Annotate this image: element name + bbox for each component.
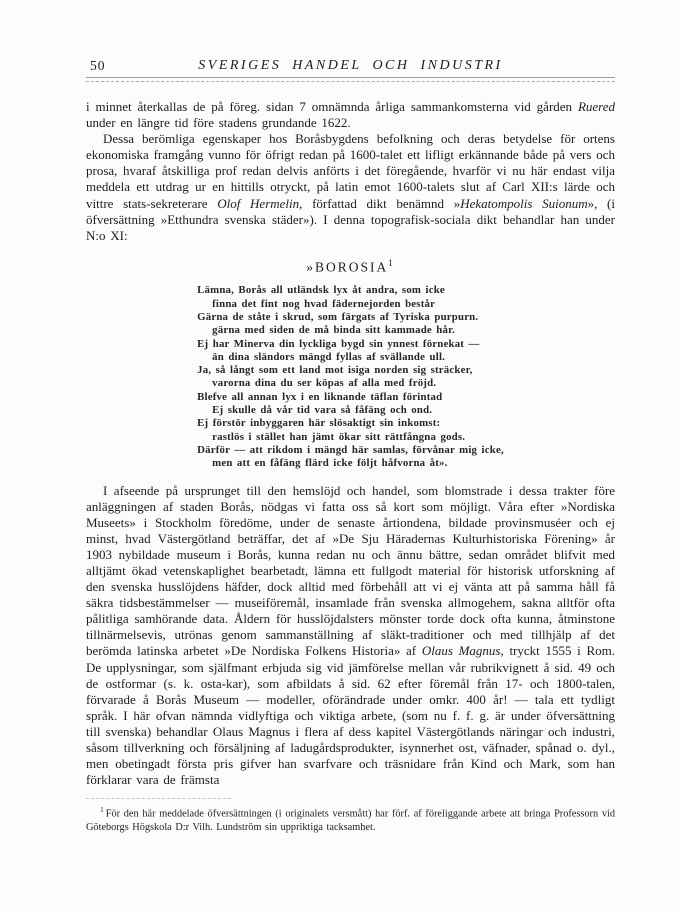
footnote-text: För den här meddelade öfversättningen (i originalets versmått) har förf. af föreliggande arbete att bringa Professorn vid Göteborgs Högskola D:r Vilh. Lundström sin uppriktiga tacksamhet. [86,808,615,833]
poem-line: Gärna de ståte i skrud, som färgats af Tyriska purpurn. [197,310,479,323]
text-segment: under en längre tid före stadens grundande 1622. [86,115,351,131]
paragraph [86,131,615,244]
text-segment: , tryckt 1555 i Rom. De upplysningar, som själfmant erbjuda sig vid jämförelse mellan vår rubrikvignett å sid. 49 och de ostformar (s. k. osta-kar), som afbildats å sid. 62 efter föremål från 17- och 1800-talen, förvarade å Borås Museum — modeller, oförändrade under omkr. 400 år! — tala ett tydligt språk. I här ofvan nämnda vidlyftiga och viktiga arbete, (som nu f. f. g. är under öfversättning till svenska) behandlar Olaus Magnus i flera af dess kapitel Västergötlands näringar och industri, såsom tillverkning och försäljning af ladugårdsprodukter, isynnerhet ost, väfnader, spånad o. dyl., men obetingadt första pris gifver han svarfvare och träsnidare från Kind och Mark, som han förklarar vara de främsta [86,643,616,788]
poem-heading-text: »BOROSIA [306,259,389,275]
paragraphs-top [86,99,615,244]
poem-line: Lämna, Borås all utländsk lyx åt andra, som icke [197,284,445,297]
body-text [86,99,615,834]
poem-line: Ej skulle då vår tid vara så fåfäng och ond. [212,404,433,417]
poem-line: gärna med siden de må binda sitt kammade hår. [212,324,456,337]
poem-line: Ja, så långt som ett land mot isiga norden sig sträcker, [197,364,473,377]
text-segment: », (i öfversättning »Etthundra svenska städer»). I denna topografisk-sociala dikt behandlar han under N:o XI: [86,195,615,243]
poem-line: Därför — att rikdom i mängd här samlas, förvånar mig icke, [197,443,504,456]
paragraphs-bottom [86,483,615,789]
poem-block [197,284,504,470]
poem-line: Ej har Minerva din lyckliga bygd sin ynnest förnekat — [197,337,480,350]
text-segment: , författad dikt benämnd » [299,195,461,211]
poem-line: varorna dina du ser köpas af alla med fröjd. [212,377,437,390]
italic-text: Olaus Magnus [421,643,501,659]
page-number: 50 [90,58,106,73]
italic-text: Olof Hermelin [217,195,300,211]
poem-line: Ej förstör inbyggaren här slösaktigt sin inkomst: [197,417,441,430]
footnote-marker: 1 [100,805,104,815]
paragraph [86,99,615,131]
paragraph [86,483,615,789]
text-segment: i minnet återkallas de på föreg. sidan 7 omnämnda årliga sammankomsterna vid gården [86,99,578,114]
header-rule [86,77,615,82]
running-head-title: SVERIGES HANDEL OCH INDUSTRI [198,58,503,73]
poem-heading-footnote-ref: 1 [388,257,395,268]
poem-line: rastlös i stället han jämt ökar sitt rättfångna gods. [212,430,466,443]
poem-line: men att en fåfäng flärd icke följt håfvorna åt». [212,457,448,470]
text-segment: I afseende på ursprunget till den hemslöjd och handel, som blomstrade i dessa trakter före anläggningen af staden Borås, nödgas vi fatta oss så kort som möjligt. Våra efter »Nordiska Museets» i Stockholm föredöme, under de senaste årtiondena, bildade provinsmuséer och ej minst, hvad Västergötland beträffar, det af »De Sju Häradernas Kulturhistoriska Förening» år 1903 nybildade museum i Borås, kunna redan nu och ännu bättre, sedan området blifvit med alltjämt ökad vetenskaplighet bearbetadt, lämna ett fullgodt material för historisk utforskning af den svenska husslöjdens häfder, dock alltid med förbehåll att vi ej vänta att på samma håll få säkra tidsbestämmelser — museiföremål, insamlade från svenska allmogehem, sakna alltför ofta pålitliga samhörande data. Åldern för husslöjdalsters mönster torde dock ofta kunna, åtminstone tillnärmelsevis, utrönas genom sammanställning af släkt-traditioner och med tillhjälp af det berömda latinska arbetet »De Nordiska Folkens Historia» af [86,482,615,659]
italic-text: Hekatompolis Suionum [460,195,588,211]
poem-heading [86,258,615,276]
footnote-rule [86,798,231,799]
poem-line: Blefve all annan lyx i en liknande täflan förintad [197,390,443,403]
poem-line: finna det fint nog hvad fädernejorden består [212,297,436,310]
running-head [86,54,615,76]
italic-text: Ruered [577,99,615,114]
footnote [86,803,615,834]
text-segment: Dessa berömliga egenskaper hos Boråsbygdens befolkning och deras betydelse för ortens ekonomiska framgång vunno för öfrigt redan på 1600-talet ett lifligt erkännande både på vers och prosa, hvaraf åtskilliga prof redan delvis anförts i det föregående, hvarför vi nu här endast vilja meddela ett utdrag ur en hittills otryckt, på latin emot 1600-talets slut af Carl XII:s lärde och vittre stats-sekreterare [86,131,615,211]
poem-line: än dina sländors mängd fyllas af svällande ull. [212,350,446,363]
